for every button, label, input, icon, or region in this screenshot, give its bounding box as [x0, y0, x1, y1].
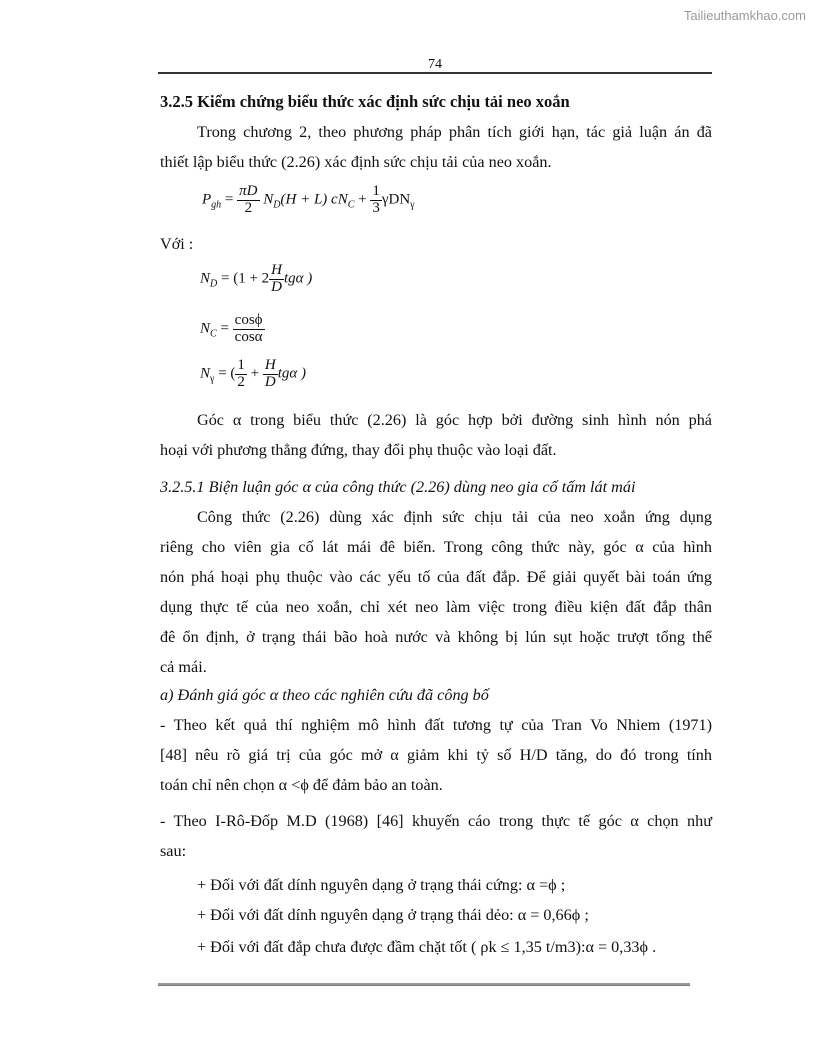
- eq-fraction: [233, 313, 265, 346]
- eq-fraction: [269, 263, 284, 296]
- paragraph-line: Trong chương 2, theo phương pháp phân tích giới hạn, tác giả luận án đã: [197, 123, 712, 141]
- section-heading: 3.2.5 Kiểm chứng biểu thức xác định sức chịu tải neo xoắn: [160, 92, 570, 111]
- eq-equals: =: [224, 191, 234, 208]
- equation-nd: [200, 263, 312, 296]
- paragraph-line: sau:: [160, 842, 187, 860]
- numerator: H: [271, 262, 283, 278]
- bullet-item: + Đối với đất dính nguyên dạng ở trạng thái dẻo: α = 0,66ϕ ;: [197, 906, 589, 924]
- eq-lhs-sub: gh: [211, 199, 222, 211]
- eq-sub: D: [210, 278, 218, 290]
- paragraph-line: dụng thực tế của neo xoắn, chỉ xét neo làm việc trong điều kiện đất đắp thân: [160, 598, 712, 616]
- denominator: D: [271, 278, 283, 295]
- eq-sub: γ: [210, 373, 215, 385]
- page-number: 74: [428, 57, 442, 72]
- paragraph-line: Công thức (2.26) dùng xác định sức chịu tải của neo xoắn ứng dụng: [197, 508, 712, 526]
- numerator: 1: [237, 357, 245, 373]
- header-rule: [158, 72, 712, 74]
- eq-plus: +: [358, 191, 367, 208]
- paragraph-line: - Theo kết quả thí nghiệm mô hình đất tương tự của Tran Vo Nhiem (1971): [160, 716, 712, 734]
- bullet-item: + Đối với đất dính nguyên dạng ở trạng thái cứng: α =ϕ ;: [197, 876, 566, 894]
- eq-term: (H + L): [280, 191, 328, 208]
- equation-ngamma: [200, 358, 306, 391]
- denominator: 3: [372, 199, 380, 216]
- paragraph-line: nón phá hoại phụ thuộc vào các yếu tố của đất đắp. Để giải quyết bài toán ứng: [160, 568, 712, 586]
- eq-sub: C: [347, 199, 355, 211]
- footer-rule: [158, 983, 690, 986]
- eq-fraction: [235, 358, 247, 391]
- eq-term: tgα ): [284, 270, 313, 287]
- eq-term: cN: [331, 191, 348, 208]
- bullet-item: + Đối với đất đắp chưa được đầm chặt tốt ( ρk ≤ 1,35 t/m3):α = 0,33ϕ .: [197, 938, 657, 956]
- eq-term: γDN: [381, 191, 411, 208]
- eq-fraction: [263, 358, 278, 391]
- eq-lhs: N: [200, 320, 211, 337]
- paragraph-line: Góc α trong biểu thức (2.26) là góc hợp bởi đường sinh hình nón phá: [197, 411, 712, 429]
- denominator: D: [264, 373, 276, 390]
- with-label: Với :: [160, 235, 194, 253]
- numerator: 1: [372, 183, 380, 199]
- denominator: 2: [237, 373, 245, 390]
- eq-sub: C: [210, 328, 217, 340]
- eq-equals: =: [220, 320, 229, 337]
- paragraph-line: cả mái.: [160, 658, 207, 676]
- paragraph-line: hoại với phương thẳng đứng, thay đổi phụ thuộc vào loại đất.: [160, 441, 557, 459]
- eq-lhs: N: [200, 365, 211, 382]
- eq-sub: γ: [410, 199, 415, 211]
- denominator: cosα: [234, 328, 263, 345]
- eq-plus: +: [250, 365, 260, 382]
- paragraph-line: [48] nêu rõ giá trị của góc mở α giảm khi tỷ số H/D tăng, do đó trong tính: [160, 746, 712, 764]
- eq-fraction: [370, 184, 382, 217]
- numerator: cosϕ: [234, 312, 263, 328]
- paragraph-line: riêng cho viên gia cố lát mái đê biển. Trong công thức này, góc α của hình: [160, 538, 712, 556]
- numerator: H: [264, 357, 276, 373]
- eq-lhs: P: [202, 191, 212, 208]
- denominator: 2: [244, 199, 253, 216]
- eq-term: = (1 + 2: [221, 270, 270, 287]
- equation-main: [202, 184, 415, 217]
- paragraph-line: toán chỉ nên chọn α <ϕ để đảm bảo an toàn.: [160, 776, 443, 794]
- paragraph-line: - Theo I-Rô-Đốp M.D (1968) [46] khuyến cáo trong thực tế góc α chọn như: [160, 812, 712, 830]
- eq-fraction: [237, 184, 259, 217]
- subheading-a: a) Đánh giá góc α theo các nghiên cứu đã công bố: [160, 686, 489, 704]
- numerator: πD: [239, 183, 258, 199]
- paragraph-line: đê ổn định, ở trạng thái bão hoà nước và không bị lún sụt hoặc trượt tổng thể: [160, 628, 712, 646]
- paragraph-line: thiết lập biểu thức (2.26) xác định sức chịu tải của neo xoắn.: [160, 153, 552, 171]
- eq-equals: = (: [218, 365, 236, 382]
- subsection-heading: 3.2.5.1 Biện luận góc α của công thức (2.26) dùng neo gia cố tấm lát mái: [160, 478, 636, 496]
- eq-sub: D: [273, 199, 281, 211]
- watermark: Tailieuthamkhao.com: [683, 8, 806, 23]
- eq-term: tgα ): [277, 365, 307, 382]
- eq-lhs: N: [200, 270, 211, 287]
- eq-term: N: [263, 191, 274, 208]
- equation-nc: [200, 313, 265, 346]
